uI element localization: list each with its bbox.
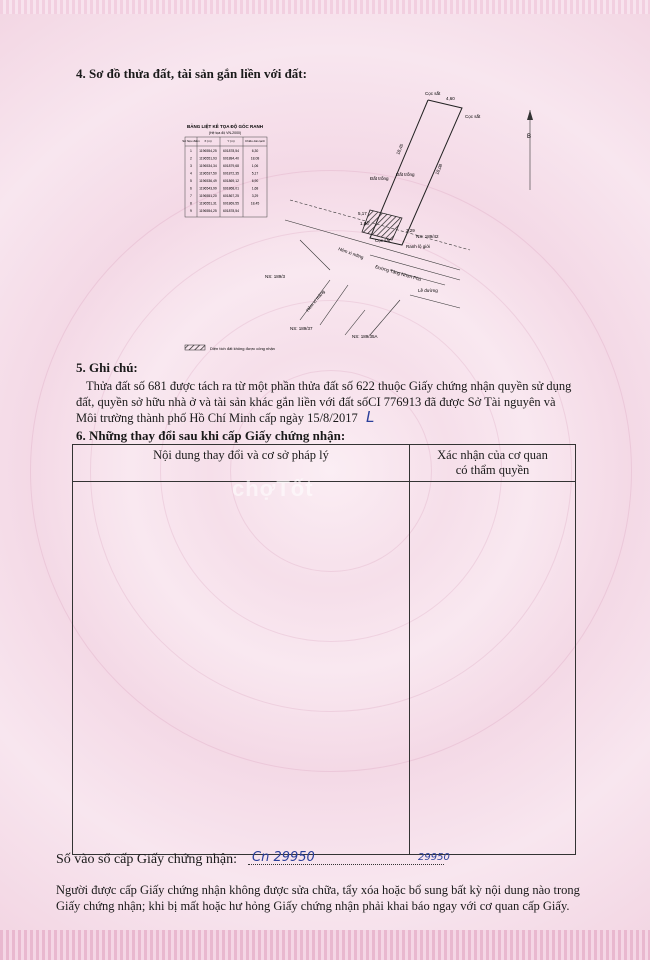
bottom-border-pattern <box>0 930 650 960</box>
coord-cell: 1196554,25 <box>199 149 217 153</box>
coord-cell: 601879,68 <box>222 164 240 168</box>
note-line: đất, quyền sở hữu nhà ở và tài sản khác gắn liền với đất sốCI 776913 đã được Sở Tài nguyên và <box>76 395 556 409</box>
label-length: 3,29 <box>406 228 415 233</box>
coord-table-title: BẢNG LIỆT KÊ TỌA ĐỘ GÓC RANH <box>186 124 264 129</box>
coord-cell: 601872,35 <box>222 171 240 176</box>
label-length: 18,08 <box>434 163 444 176</box>
coord-cell: 601867,25 <box>222 194 240 198</box>
label-le-duong: Lề đường <box>418 288 438 293</box>
label-coc-sat: Cọc sắt <box>465 114 481 119</box>
label-coc-sat: Cọc sắt <box>425 91 441 96</box>
label-ns: NS: 189/42 <box>416 234 439 239</box>
section4-title: 4. Sơ đồ thửa đất, tài sản gắn liền với đất: <box>76 66 307 81</box>
coordinate-table <box>182 122 267 217</box>
coord-cell: 3,29 <box>251 194 259 198</box>
register-label: Số vào sổ cấp Giấy chứng nhận: <box>56 852 237 867</box>
register-handwriting: Cn 29950 <box>252 850 315 865</box>
handwritten-mark: L <box>366 408 375 426</box>
coord-cell: 5 <box>190 179 192 183</box>
coord-cell: 1196554,25 <box>199 209 217 213</box>
coord-cell: 4 <box>190 171 192 176</box>
note-line: Thửa đất số 681 được tách ra từ một phần thửa đất số 622 thuộc Giấy chứng nhận quyền sử dụng <box>86 379 572 393</box>
label-dat-trong: Đất trống <box>396 172 415 177</box>
coord-header: Y (m) <box>227 139 235 143</box>
legend <box>185 345 275 351</box>
coord-cell: 1196551,93 <box>199 156 217 161</box>
coord-cell: 7 <box>190 194 192 198</box>
coord-cell: 1 <box>190 149 192 153</box>
label-dat-trong: Đất trống <box>370 176 389 181</box>
coord-cell: 601869,55 <box>222 201 240 206</box>
coord-cell: 8 <box>190 201 192 206</box>
coord-cell: 6,30 <box>251 149 259 153</box>
coord-cell: 1196534,34 <box>199 164 217 168</box>
coord-header: Chiều dài cạnh <box>244 139 266 143</box>
change-content-cell <box>73 482 410 855</box>
coord-cell: 601868,01 <box>222 186 240 191</box>
section6-title: 6. Những thay đổi sau khi cấp Giấy chứng nhận: <box>76 428 346 443</box>
coord-header: Số hiệu điểm <box>182 139 200 143</box>
coord-cell: 3 <box>190 164 192 168</box>
coord-cell: 18,45 <box>250 201 260 206</box>
coord-header: X (m) <box>204 139 212 143</box>
label-ns: NS: 189/35A <box>352 334 378 339</box>
coord-cell: 601878,54 <box>222 209 240 213</box>
coord-cell: 18,08 <box>250 156 260 161</box>
label-duong: Đường Tăng Nhơn Phú <box>374 264 422 283</box>
note-line: Môi trường thành phố Hồ Chí Minh cấp ngày 15/8/2017 <box>76 411 358 425</box>
coord-cell: 1196543,99 <box>199 186 217 191</box>
label-ranh-lo-gioi: Ranh lộ giới <box>406 244 431 249</box>
coord-cell: 1,06 <box>251 164 259 168</box>
table-row <box>73 482 576 855</box>
section5-title: 5. Ghi chú: <box>76 360 138 375</box>
coord-table-subtitle: (Hệ tọa độ VN-2000) <box>208 131 242 135</box>
north-arrow <box>527 110 533 190</box>
coord-cell: 6,90 <box>251 179 259 183</box>
label-length: 4,60 <box>446 96 455 101</box>
label-length: 5,17 <box>358 211 367 216</box>
coord-cell: 1196551,20 <box>199 194 217 198</box>
footer-note: Người được cấp Giấy chứng nhận không được sửa chữa, tẩy xóa hoặc bổ sung bất kỳ nội dung nào trong <box>56 883 580 897</box>
coord-cell: 2 <box>190 156 192 161</box>
land-plot-diagram <box>170 80 570 360</box>
label-length: 18,45 <box>395 143 405 156</box>
col-content-header: Nội dung thay đổi và cơ sở pháp lý <box>73 445 410 482</box>
footer-note: Giấy chứng nhận; khi bị mất hoặc hư hỏng Giấy chứng nhận phải khai báo ngay với cơ quan cấp Giấy. <box>56 899 570 913</box>
coord-cell: 1196536,49 <box>199 179 217 183</box>
coord-cell: 1196551,31 <box>199 201 217 206</box>
label-ns: NS: 189/3 <box>265 274 286 279</box>
coord-cell: 1,68 <box>251 186 259 191</box>
label-hem-xi-mang: Hẻm xi măng <box>337 246 365 261</box>
changes-table <box>72 444 576 855</box>
table-header-row <box>73 445 576 482</box>
coord-cell: 6 <box>190 186 192 191</box>
col-confirm-line: có thẩm quyền <box>455 463 530 477</box>
register-handwriting: 29950 <box>418 852 450 863</box>
confirm-cell <box>410 482 576 855</box>
coord-cell: 601884,40 <box>222 156 240 161</box>
label-length: 1,06 <box>360 221 369 226</box>
coord-cell: 601869,12 <box>222 179 240 183</box>
label-coc-sat: Cọc sắt <box>375 238 391 243</box>
coord-cell: 9 <box>190 209 192 213</box>
coord-cell: 5,17 <box>251 171 259 176</box>
watermark: chợTốt <box>232 476 314 501</box>
compass-label: B <box>527 134 532 140</box>
label-hem-xi-mang: Hẻm xi măng <box>304 289 326 313</box>
coord-cell: 1196537,50 <box>199 171 217 176</box>
label-ns: NS: 189/37 <box>290 326 313 331</box>
col-confirm-header <box>410 445 576 482</box>
col-confirm-line: Xác nhận của cơ quan <box>437 448 548 462</box>
top-border-pattern <box>0 0 650 14</box>
coord-cell: 601878,54 <box>222 149 240 153</box>
legend-label: Diện tích đất không được công nhận <box>210 346 275 351</box>
